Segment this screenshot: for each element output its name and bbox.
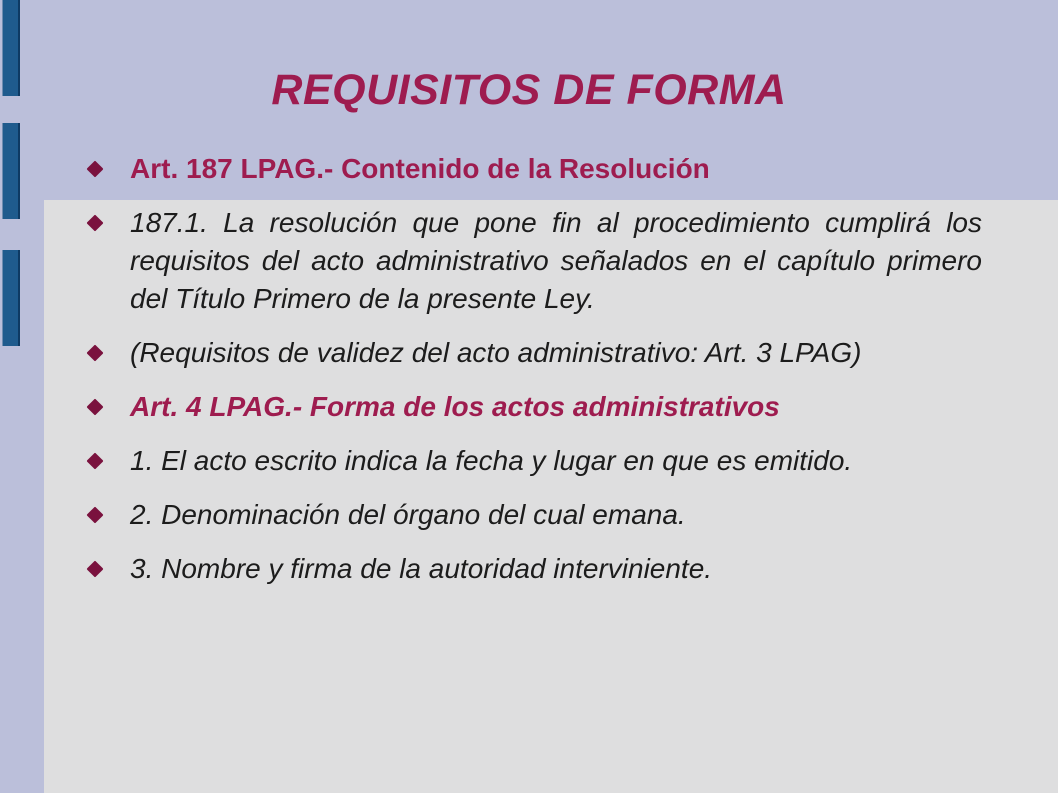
slide-title: REQUISITOS DE FORMA: [271, 66, 787, 114]
bullet-text: 3. Nombre y firma de la autoridad interviniente.: [130, 553, 713, 584]
bullet-text: (Requisitos de validez del acto administrativo: Art. 3 LPAG): [130, 337, 862, 368]
diamond-bullet-icon: [87, 453, 104, 470]
diamond-bullet-icon: [87, 399, 104, 416]
bullet-item: [86, 388, 982, 426]
bullet-item: [86, 496, 982, 534]
side-tab-3: [2, 250, 20, 346]
bullet-list: [86, 150, 982, 604]
bullet-item: [86, 150, 982, 188]
bullet-text: 187.1. La resolución que pone fin al procedimiento cumplirá los requisitos del acto administrativo señalados en el capítulo primero del Título Primero de la presente Ley.: [130, 207, 982, 314]
diamond-bullet-icon: [87, 561, 104, 578]
bullet-text: Art. 4 LPAG.- Forma de los actos administrativos: [130, 391, 780, 422]
side-tab-2: [2, 123, 20, 219]
bullet-item: [86, 204, 982, 318]
bullet-item: [86, 550, 982, 588]
diamond-bullet-icon: [87, 507, 104, 524]
diamond-bullet-icon: [87, 161, 104, 178]
diamond-bullet-icon: [87, 345, 104, 362]
bullet-text: 2. Denominación del órgano del cual emana.: [130, 499, 686, 530]
bullet-text: 1. El acto escrito indica la fecha y lugar en que es emitido.: [130, 445, 853, 476]
bullet-item: [86, 442, 982, 480]
diamond-bullet-icon: [87, 215, 104, 232]
left-decorative-strip: [0, 0, 44, 793]
bullet-text: Art. 187 LPAG.- Contenido de la Resolución: [130, 153, 710, 184]
bullet-item: [86, 334, 982, 372]
